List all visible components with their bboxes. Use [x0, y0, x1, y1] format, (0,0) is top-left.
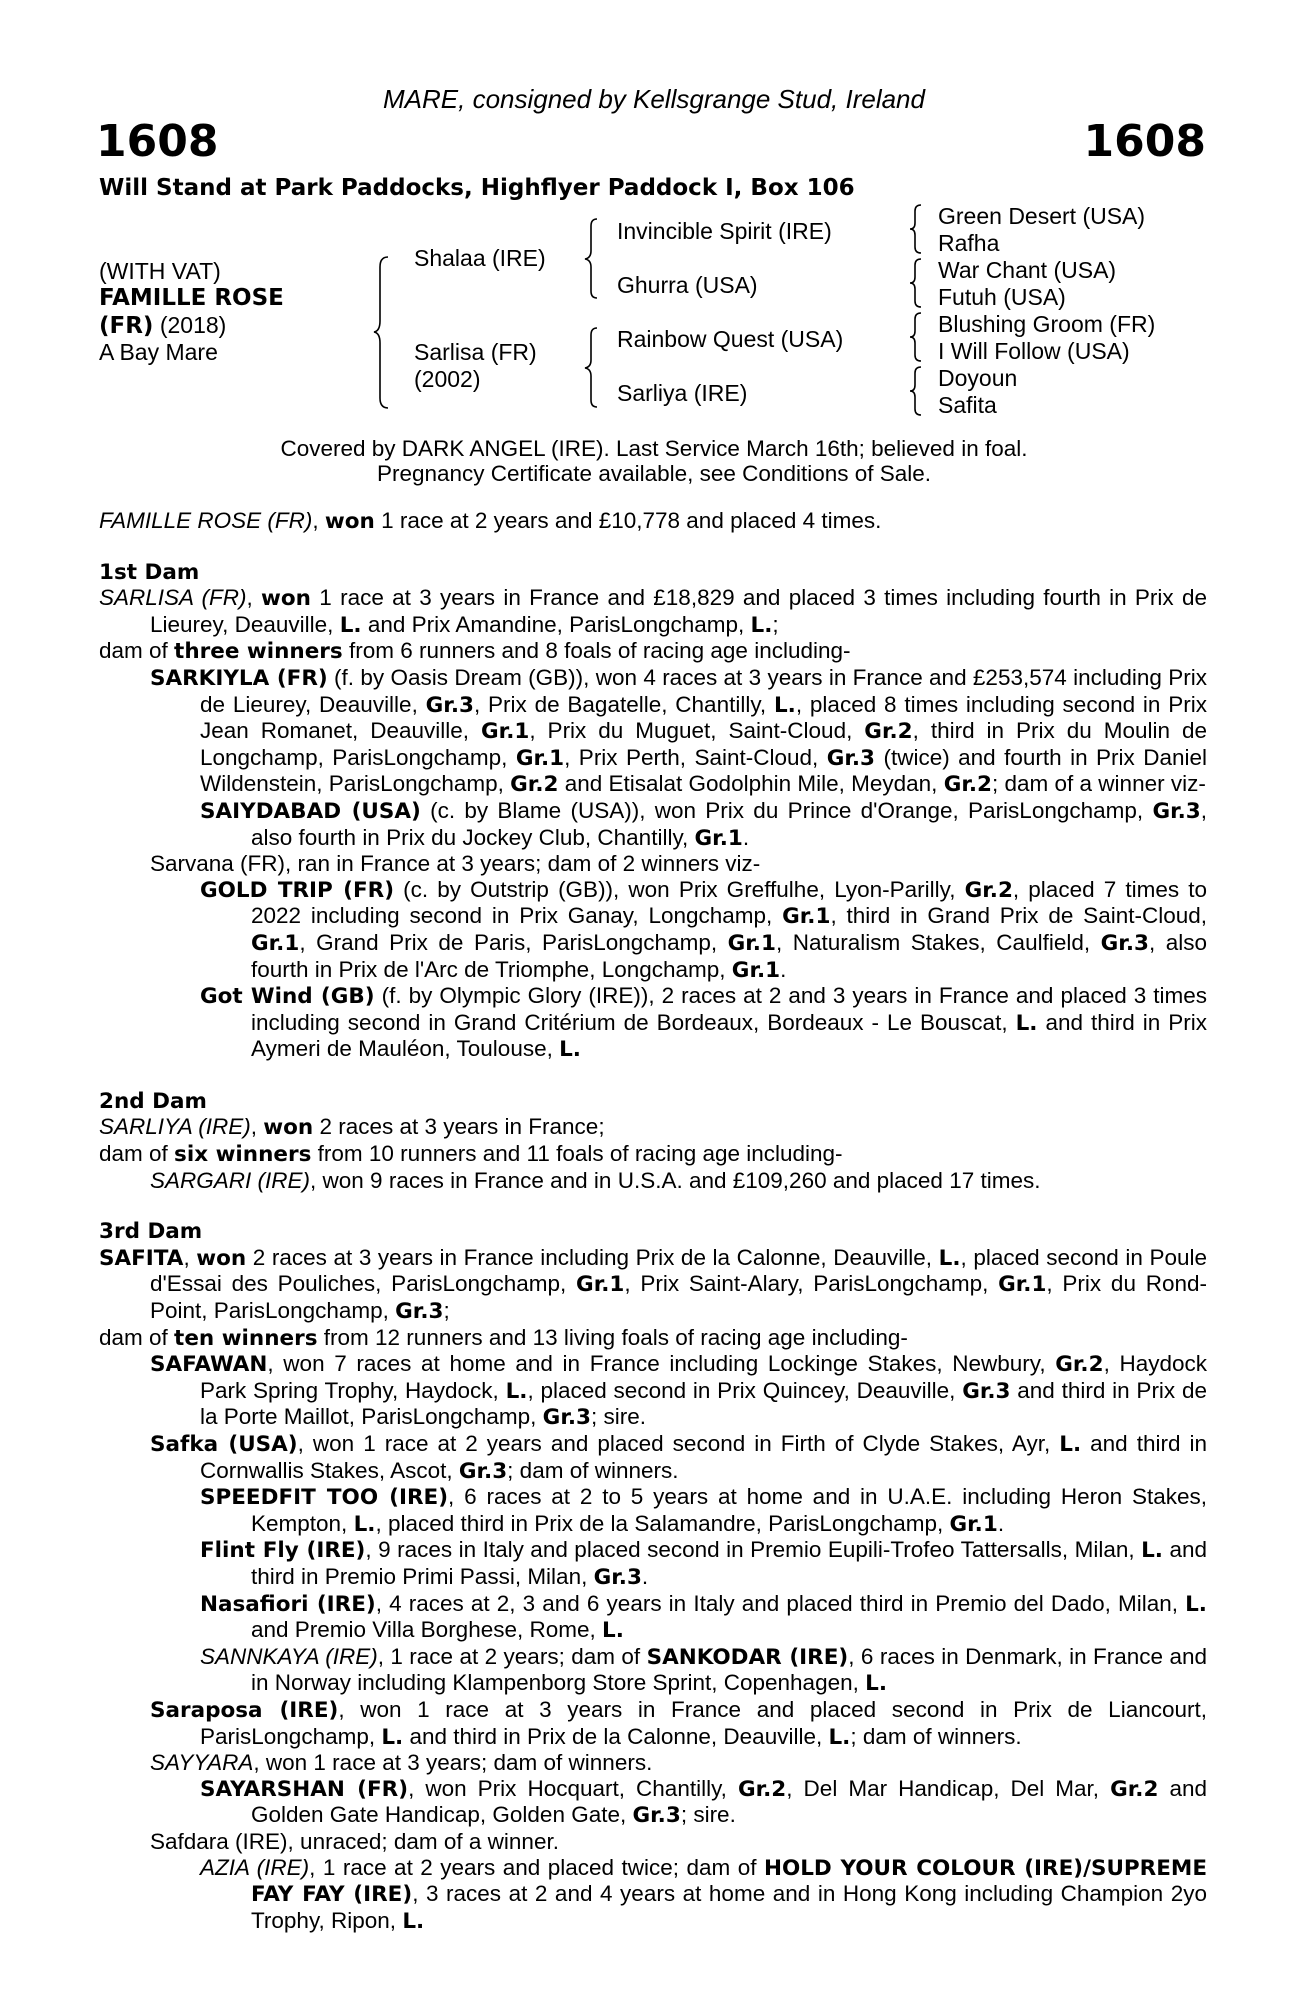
pedigree-table [0, 0, 1314, 430]
safita-won: won [196, 1245, 247, 1271]
text: , placed 8 times including second in Prix Jean Romanet, Deauville, [200, 691, 1207, 744]
gg-safita: Safita [938, 392, 997, 418]
sargari-name: SARGARI (IRE) [150, 1167, 311, 1193]
listed-mark: L. [505, 1378, 528, 1404]
text: , third in Grand Prix de Saint-Cloud, [830, 903, 1208, 929]
text: , Haydock Park Spring Trophy, Haydock, [200, 1351, 1207, 1403]
second-dam-heading: 2nd Dam [99, 1088, 207, 1114]
gg-rafha: Rafha [938, 230, 1000, 256]
covered-line: Covered by DARK ANGEL (IRE). Last Service March 16th; believed in foal. [280, 436, 1028, 461]
grade-mark: Gr.2 [864, 719, 913, 745]
sannkaya-name: SANNKAYA (IRE) [200, 1643, 378, 1669]
text: and third in Prix de la Porte Maillot, ParisLongchamp, [200, 1377, 1207, 1430]
grade-mark: Gr.3 [632, 1803, 681, 1829]
horse-description: A Bay Mare [99, 339, 218, 365]
text: dam of [99, 638, 175, 664]
text: , also fourth in Prix du Jockey Club, Chantilly, [251, 797, 1208, 850]
winners-count: ten winners [174, 1325, 318, 1351]
grade-mark: Gr.3 [593, 1564, 642, 1590]
text: , Grand Prix de Paris, ParisLongchamp, [299, 929, 728, 955]
grade-mark: Gr.1 [481, 719, 530, 745]
pregnancy-line: Pregnancy Certificate available, see Conditions of Sale. [376, 461, 932, 486]
grade-mark: Gr.3 [1100, 930, 1149, 956]
lot-number-left: 1608 [96, 116, 219, 167]
text: dam of [99, 1141, 175, 1167]
safka-name: Safka (USA) [150, 1432, 298, 1457]
text: and third in Prix Aymeri de Mauléon, Toulouse, [251, 1009, 1207, 1062]
grade-mark: Gr.3 [395, 1299, 444, 1325]
sayarshan-name: SAYARSHAN (FR) [200, 1776, 409, 1802]
text: , won 9 races in France and in U.S.A. and £109,260 and placed 17 times. [310, 1167, 1041, 1193]
gotwind-name: Got Wind (GB) [200, 984, 375, 1010]
text: , 3 races at 2 and 4 years at home and in Hong Kong including Champion 2yo Trophy, Ripon, [251, 1881, 1207, 1933]
text: , third in Prix du Moulin de Longchamp, ParisLongchamp, [200, 718, 1207, 770]
text: dam of [99, 1324, 175, 1350]
safita-record: SAFITA, won 2 races at 3 years in France including Prix de la Calonne, Deauville, L., placed second in Poule d'Essai des Pouliches, ParisLongchamp, Gr.1, Prix Saint-Alary, ParisLongchamp, Gr.1, Prix du Rond-Point, ParisLongchamp, Gr.3; [99, 1244, 1207, 1325]
flint-name: Flint Fly (IRE) [200, 1538, 366, 1564]
gg-war-chant: War Chant (USA) [938, 257, 1117, 283]
sayyara-record [99, 1750, 1207, 1776]
text: ; dam of a winner viz- [992, 771, 1206, 797]
grade-mark: Gr.1 [694, 825, 743, 851]
sarlisa-record: SARLISA (FR), won 1 race at 3 years in France and £18,829 and placed 3 times including fourth in Prix de Lieurey, Deauville, L. and Prix Amandine, ParisLongchamp, L.; [99, 585, 1207, 638]
text: , also fourth in Prix de l'Arc de Triomphe, Longchamp, [251, 929, 1208, 982]
dam-sire: Rainbow Quest (USA) [617, 326, 844, 352]
flint-record [99, 1537, 1207, 1590]
grade-mark: Gr.3 [458, 1458, 508, 1484]
hold-your-colour-name: HOLD YOUR COLOUR (IRE)/SUPREME FAY FAY (IRE) [251, 1855, 1208, 1908]
listed-mark: L. [750, 612, 773, 638]
grade-mark: Gr.2 [737, 1776, 787, 1802]
sarkiyla-name: SARKIYLA (FR) [150, 665, 328, 691]
grade-mark: Gr.1 [949, 1511, 998, 1537]
text: and Golden Gate Handicap, Golden Gate, [251, 1775, 1208, 1828]
nasafiori-name: Nasafiori (IRE) [200, 1591, 376, 1617]
safawan-name: SAFAWAN [150, 1352, 268, 1378]
sankodar-name: SANKODAR (IRE) [646, 1644, 849, 1670]
first-dam-heading: 1st Dam [99, 559, 200, 585]
listed-mark: L. [353, 1511, 376, 1537]
listed-mark: L. [339, 612, 362, 638]
dam-name: Sarlisa (FR) [414, 339, 537, 365]
gg-doyoun: Doyoun [938, 365, 1018, 391]
text: . [641, 1563, 649, 1589]
brace-gg-1 [910, 204, 924, 254]
grade-mark: Gr.1 [727, 930, 776, 956]
consignment-line: MARE, consigned by Kellsgrange Stud, Ireland [383, 84, 925, 114]
listed-mark: L. [559, 1037, 581, 1063]
horse-name: FAMILLE ROSE [99, 285, 284, 311]
text: and Premio Villa Borghese, Rome, [251, 1617, 603, 1643]
text: and Prix Amandine, ParisLongchamp, [361, 611, 751, 637]
listed-mark: L. [1059, 1432, 1082, 1457]
sarliya-won: won [263, 1115, 314, 1141]
gotwind-record [99, 983, 1207, 1063]
text: , won 1 race at 2 years and placed second in Firth of Clyde Stakes, Ayr, [297, 1431, 1060, 1456]
text: , 9 races in Italy and placed second in Premio Eupili-Trofeo Tattersalls, Milan, [365, 1537, 1142, 1563]
grade-mark: Gr.3 [425, 692, 474, 718]
sire-name: Shalaa (IRE) [414, 245, 546, 271]
sargari-record [99, 1168, 1207, 1194]
sayarshan-record [99, 1776, 1207, 1829]
text: and third in Prix de la Calonne, Deauville, [403, 1723, 829, 1749]
gg-blushing-groom: Blushing Groom (FR) [938, 311, 1156, 337]
text: from 12 runners and 13 living foals of racing age including- [317, 1324, 908, 1350]
text: and third in Premio Primi Passi, Milan, [251, 1537, 1207, 1589]
speedfit-name: SPEEDFIT TOO (IRE) [200, 1485, 449, 1511]
text: from 10 runners and 11 foals of racing age including- [311, 1141, 843, 1167]
speedfit-record [99, 1484, 1207, 1537]
text: and third in Cornwallis Stakes, Ascot, [200, 1431, 1207, 1483]
brace-gg-3 [910, 312, 924, 362]
text: , Prix Saint-Alary, ParisLongchamp, [624, 1271, 999, 1297]
sarlisa-name: SARLISA (FR) [99, 585, 247, 611]
listed-mark: L. [828, 1724, 851, 1750]
text: . [742, 824, 750, 850]
grade-mark: Gr.1 [515, 745, 565, 771]
intro-won: won [324, 509, 375, 534]
text: , 1 race at 2 years; dam of [377, 1643, 647, 1669]
grade-mark: Gr.1 [576, 1272, 625, 1298]
listed-mark: L. [602, 1618, 624, 1644]
stand-location: Will Stand at Park Paddocks, Highflyer Paddock I, Box 106 [99, 175, 855, 201]
sannkaya-record [99, 1644, 1207, 1697]
grade-mark: Gr.1 [998, 1272, 1047, 1298]
text: ; [443, 1298, 450, 1324]
text: , 6 races in Denmark, in France and in Norway including Klampenborg Store Sprint, Copenhagen, [251, 1643, 1207, 1696]
safka-record [99, 1431, 1207, 1484]
sire-dam: Ghurra (USA) [617, 272, 758, 298]
sarkiyla-record [99, 665, 1207, 798]
text: ; [772, 611, 779, 637]
winners-count: six winners [174, 1142, 312, 1168]
grade-mark: Gr.2 [1055, 1352, 1104, 1378]
goldtrip-name: GOLD TRIP (FR) [200, 877, 395, 903]
nasafiori-record [99, 1591, 1207, 1644]
grade-mark: Gr.2 [964, 877, 1013, 903]
text: ; sire. [680, 1802, 736, 1828]
text: from 6 runners and 8 foals of racing age including- [342, 638, 851, 664]
text: ; sire. [590, 1404, 646, 1430]
listed-mark: L. [1015, 1010, 1038, 1036]
text: (f. by Oasis Dream (GB)), won 4 races at 3 years in France and £253,574 including Prix de Lieurey, Deauville, [200, 664, 1207, 717]
brace-dam-parents [585, 327, 601, 409]
listed-mark: L. [773, 692, 796, 718]
sayyara-name: SAYYARA [150, 1750, 254, 1776]
safawan-record [99, 1351, 1207, 1431]
sarlisa-dam-of [99, 638, 1207, 665]
sarlisa-won: won [261, 586, 311, 612]
azia-record [99, 1855, 1207, 1935]
horse-suffix: (FR) [99, 313, 154, 339]
safdara-record: Safdara (IRE), unraced; dam of a winner. [150, 1828, 559, 1854]
gg-futuh: Futuh (USA) [938, 284, 1066, 310]
saraposa-name: Saraposa (IRE) [150, 1697, 339, 1723]
text: , 4 races at 2, 3 and 6 years in Italy and placed third in Premio del Dado, Milan, [375, 1590, 1186, 1616]
brace-sire-dam [374, 255, 394, 410]
text: (f. by Olympic Glory (IRE)), 2 races at 2 and 3 years in France and placed 3 times including second in Grand Critérium de Bordeaux, Bordeaux - Le Bouscat, [251, 983, 1207, 1035]
sarliya-name: SARLIYA (IRE) [99, 1114, 251, 1140]
grade-mark: Gr.3 [1152, 798, 1201, 824]
text: , won Prix Hocquart, Chantilly, [408, 1775, 738, 1801]
text: (twice) and fourth in Prix Daniel Wildenstein, ParisLongchamp, [200, 744, 1207, 797]
sire-sire: Invincible Spirit (IRE) [617, 218, 832, 244]
saiydabad-name: SAIYDABAD (USA) [200, 798, 421, 824]
dam-dam: Sarliya (IRE) [617, 380, 748, 406]
brace-gg-2 [910, 258, 924, 308]
grade-mark: Gr.1 [731, 957, 781, 983]
sarliya-dam-of [99, 1141, 1207, 1168]
text: , 6 races at 2 to 5 years at home and in U.A.E. including Heron Stakes, Kempton, [251, 1484, 1207, 1536]
saraposa-record [99, 1697, 1207, 1750]
text: , 1 race at 2 years and placed twice; dam of [309, 1854, 764, 1880]
brace-gg-4 [910, 366, 924, 416]
text: , won 1 race at 3 years; dam of winners. [253, 1750, 653, 1776]
listed-mark: L. [938, 1245, 961, 1271]
text: , Prix Perth, Saint-Cloud, [564, 744, 827, 770]
dam-year: (2002) [414, 366, 481, 392]
gg-i-will-follow: I Will Follow (USA) [938, 338, 1130, 364]
text: , won 1 race at 3 years in France and placed second in Prix de Liancourt, ParisLongchamp, [200, 1696, 1207, 1749]
intro-sep: , [312, 508, 325, 533]
text: 2 races at 3 years in France; [313, 1114, 605, 1140]
grade-mark: Gr.1 [251, 930, 300, 956]
text: (c. by Blame (USA)), won Prix du Prince d'Orange, ParisLongchamp, [420, 797, 1153, 823]
intro-record [99, 508, 1207, 535]
brace-sire-parents [585, 218, 601, 300]
catalogue-body [99, 508, 1207, 1934]
intro-rest: 1 race at 2 years and £10,778 and placed 4 times. [374, 508, 882, 533]
text: , won 7 races at home and in France including Lockinge Stakes, Newbury, [267, 1351, 1056, 1377]
grade-mark: Gr.3 [826, 745, 876, 771]
listed-mark: L. [1185, 1591, 1207, 1617]
grade-mark: Gr.3 [962, 1378, 1011, 1404]
text: , placed second in Poule d'Essai des Pouliches, ParisLongchamp, [150, 1244, 1207, 1297]
text: , Prix du Rond-Point, ParisLongchamp, [150, 1271, 1207, 1324]
listed-mark: L. [381, 1724, 404, 1750]
winners-count: three winners [174, 639, 343, 665]
text: ; dam of winners. [850, 1723, 1022, 1749]
text: and Etisalat Godolphin Mile, Meydan, [558, 771, 944, 797]
grade-mark: Gr.2 [510, 772, 559, 798]
text: , Naturalism Stakes, Caulfield, [775, 929, 1101, 955]
saiydabad-record [99, 798, 1207, 851]
text: (c. by Outstrip (GB)), won Prix Greffulhe, Lyon-Parilly, [394, 876, 965, 902]
safita-dam-of [99, 1325, 1207, 1352]
lot-number-right: 1608 [1083, 116, 1206, 167]
text: , Del Mar Handicap, Del Mar, [786, 1775, 1111, 1801]
goldtrip-record [99, 877, 1207, 983]
text: , placed 7 times to 2022 including second in Prix Ganay, Longchamp, [251, 876, 1207, 929]
vat-label: (WITH VAT) [99, 258, 221, 284]
text: , Prix de Bagatelle, Chantilly, [473, 691, 774, 717]
text: , Prix du Muguet, Saint-Cloud, [529, 718, 865, 744]
text: . [780, 956, 787, 982]
third-dam-heading: 3rd Dam [99, 1219, 203, 1245]
grade-mark: Gr.1 [782, 904, 831, 930]
text: ; dam of winners. [507, 1457, 679, 1483]
listed-mark: L. [402, 1908, 425, 1934]
text: , placed third in Prix de la Salamandre, ParisLongchamp, [375, 1510, 950, 1536]
text: . [997, 1510, 1005, 1536]
intro-horse-name: FAMILLE ROSE (FR) [99, 508, 313, 533]
listed-mark: L. [1141, 1538, 1163, 1564]
text: 1 race at 3 years in France and £18,829 and placed 3 times including fourth in Prix de Lieurey, Deauville, [150, 585, 1207, 637]
safita-name: SAFITA [99, 1245, 184, 1271]
grade-mark: Gr.3 [542, 1405, 591, 1431]
text: 2 races at 3 years in France including Prix de la Calonne, Deauville, [246, 1244, 939, 1270]
sarliya-record: SARLIYA (IRE), won 2 races at 3 years in France; [99, 1114, 605, 1141]
sarvana-record: Sarvana (FR), ran in France at 3 years; dam of 2 winners viz- [150, 851, 761, 877]
gg-green-desert: Green Desert (USA) [938, 203, 1146, 229]
grade-mark: Gr.2 [1110, 1776, 1159, 1802]
azia-name: AZIA (IRE) [200, 1854, 310, 1880]
listed-mark: L. [865, 1671, 887, 1697]
horse-year: (2018) [153, 312, 227, 338]
text: , placed second in Prix Quincey, Deauville, [527, 1377, 963, 1403]
grade-mark: Gr.2 [943, 772, 992, 798]
horse-origin-year [99, 312, 226, 339]
